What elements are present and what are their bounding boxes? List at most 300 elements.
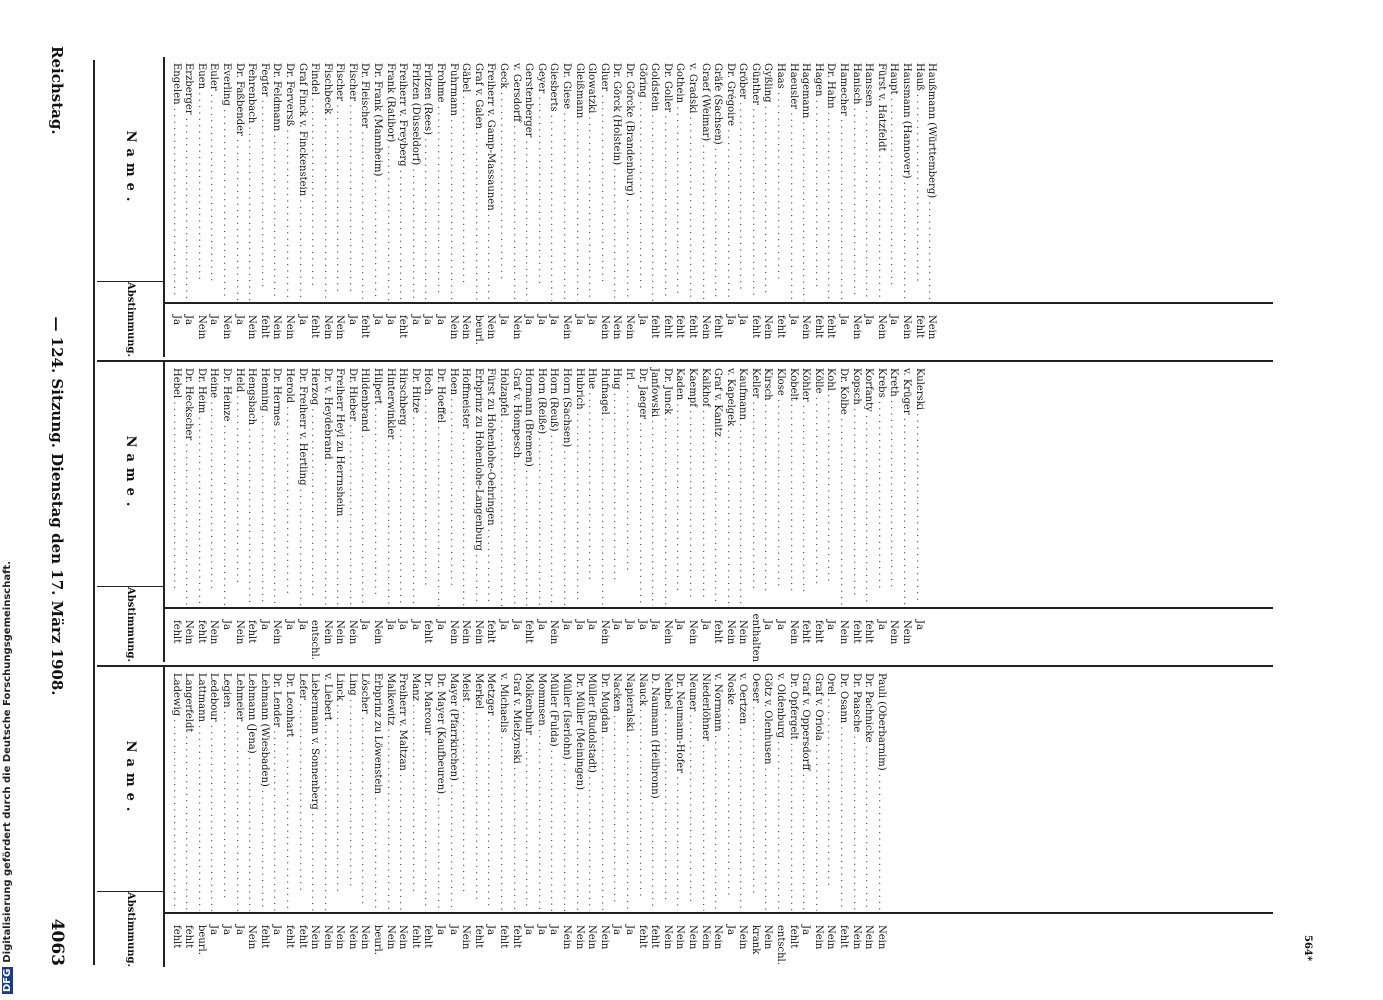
column-header-name: Name. <box>97 362 165 587</box>
table-row <box>559 362 572 662</box>
member-name: Graef (Weimar) . . . <box>698 57 711 301</box>
table-row <box>219 57 232 357</box>
vote-value: Nein <box>208 620 220 645</box>
table-row <box>182 667 195 967</box>
table-row <box>799 362 812 662</box>
member-name: Hoen . . . <box>446 362 459 606</box>
vote-value: fehlt <box>775 315 787 339</box>
member-name: Dr. v. Heydebrand . . . <box>320 362 333 606</box>
vote-value: Ja <box>586 315 598 325</box>
table-row <box>786 57 799 357</box>
table-row <box>811 57 824 357</box>
member-name: Neuner . . . <box>685 667 698 911</box>
vote-value: Nein <box>321 315 333 340</box>
vote-value: fehlt <box>649 925 661 949</box>
member-name: Meist . . . <box>459 667 472 911</box>
table-row <box>799 57 812 357</box>
vote-value: Nein <box>724 620 736 645</box>
member-name: Hirschberg . . . <box>396 362 409 606</box>
member-name: Dr. Hermes . . . <box>270 362 283 606</box>
vote-rows <box>165 362 1273 662</box>
table-row <box>182 362 195 662</box>
member-name: Hoffmeister . . . <box>459 362 472 606</box>
vote-value: fehlt <box>838 925 850 949</box>
table-row <box>295 57 308 357</box>
vote-value: fehlt <box>283 925 295 949</box>
table-row <box>711 57 724 357</box>
member-name: Hagen . . . <box>811 57 824 301</box>
member-name: Hagemann . . . <box>799 57 812 301</box>
table-row <box>622 57 635 357</box>
vote-value: fehlt <box>661 315 673 339</box>
vote-value: Nein <box>686 925 698 950</box>
member-name: Goldstein . . . <box>648 57 661 301</box>
table-row <box>471 57 484 357</box>
member-name: Graf v. Oriola . . . <box>811 667 824 911</box>
vote-value: Nein <box>623 315 635 340</box>
table-row <box>257 362 270 662</box>
vote-value: Ja <box>775 620 787 630</box>
vote-value: Ja <box>800 925 812 935</box>
member-name: Hengsbach . . . <box>245 362 258 606</box>
table-row <box>207 667 220 967</box>
table-row <box>862 362 875 662</box>
vote-value: Ja <box>535 620 547 630</box>
table-row <box>257 57 270 357</box>
table-row <box>219 667 232 967</box>
member-name: Lehmann (Wiesbaden) . . . <box>257 667 270 911</box>
vote-column-2 <box>97 362 1273 662</box>
vote-value: enthalten <box>749 613 761 662</box>
vote-value: Nein <box>573 925 585 950</box>
table-row <box>748 57 761 357</box>
table-row <box>245 667 258 967</box>
vote-value: Ja <box>422 315 434 325</box>
table-row <box>207 362 220 662</box>
vote-value: Nein <box>561 925 572 950</box>
vote-value: Ja <box>409 315 421 325</box>
vote-value: Nein <box>246 315 258 340</box>
table-row <box>774 362 787 662</box>
table-row <box>748 667 761 967</box>
vote-value: Nein <box>447 315 459 340</box>
vote-value: Nein <box>875 315 887 340</box>
vote-value: Ja <box>220 925 232 935</box>
vote-value: Nein <box>447 620 459 645</box>
member-name: Holzapfel . . . <box>496 362 509 606</box>
vote-value: Nein <box>334 620 346 645</box>
vote-value: fehlt <box>850 620 862 644</box>
member-name: Frohme . . . <box>433 57 446 301</box>
vote-value: Nein <box>737 925 749 950</box>
vote-value: Nein <box>271 620 283 645</box>
table-row <box>748 362 761 662</box>
member-name: Geyer . . . <box>534 57 547 301</box>
member-name: Freiherr Heyl zu Herrnsheim . . . <box>333 362 346 606</box>
member-name: Dr. Grégoire . . . <box>723 57 736 301</box>
member-name: Dr. Faßbender . . . <box>232 57 245 301</box>
vote-value: krank <box>749 925 761 955</box>
vote-value: Ja <box>359 620 371 630</box>
member-name: Dr. Görck (Holstein) . . . <box>610 57 623 301</box>
vote-value: Ja <box>271 925 283 935</box>
table-row <box>484 57 497 357</box>
vote-value: Nein <box>598 620 610 645</box>
header-rule <box>93 60 95 965</box>
vote-value: Ja <box>384 620 396 630</box>
member-name: Legien . . . <box>219 667 232 911</box>
member-name: Hebel . . . <box>169 362 182 606</box>
vote-value: fehlt <box>359 315 371 339</box>
table-row <box>622 362 635 662</box>
table-row <box>333 57 346 357</box>
page-number: 4063 <box>47 918 67 966</box>
vote-value: Ja <box>586 620 598 630</box>
member-name: v. Gersdorff . . . <box>509 57 522 301</box>
member-name: Kirsch . . . <box>761 362 774 606</box>
member-name: Dr. Osann . . . <box>836 667 849 911</box>
member-name: Kreth . . . <box>887 362 900 606</box>
vote-value: Ja <box>372 315 384 325</box>
vote-value: Ja <box>913 620 925 630</box>
member-name: Fischer . . . <box>345 57 358 301</box>
member-name: Molkenbuhr . . . <box>522 667 535 911</box>
member-name: Langerfeldt . . . <box>182 667 195 911</box>
vote-value: Nein <box>485 315 497 340</box>
member-name: Dr. Müller (Meiningen) . . . <box>572 667 585 911</box>
vote-value: Nein <box>460 620 472 645</box>
member-name: Fegter . . . <box>257 57 270 301</box>
vote-value: Nein <box>850 315 862 340</box>
vote-value: Nein <box>674 925 686 950</box>
vote-value: Ja <box>220 620 232 630</box>
member-name: Erzberger . . . <box>182 57 195 301</box>
member-name: Nacken . . . <box>610 667 623 911</box>
member-name: Lehmann (Jena) . . . <box>245 667 258 911</box>
member-name: Dr. Goller . . . <box>660 57 673 301</box>
vote-value: fehlt <box>397 315 409 339</box>
table-row <box>308 362 321 662</box>
table-row <box>522 57 535 357</box>
vote-value: fehlt <box>170 620 182 644</box>
table-row <box>899 362 912 662</box>
table-row <box>912 362 925 662</box>
table-row <box>534 57 547 357</box>
table-row <box>622 667 635 967</box>
member-name: Noske . . . <box>723 667 736 911</box>
table-row <box>887 57 900 357</box>
vote-value: beurl. <box>195 925 207 955</box>
digitization-credit <box>2 561 13 994</box>
table-row <box>723 667 736 967</box>
vote-value: fehlt <box>472 925 484 949</box>
member-name: v. Liebert . . . <box>320 667 333 911</box>
member-name: Frank (Ratibor) . . . <box>383 57 396 301</box>
member-name: Geck . . . <box>496 57 509 301</box>
member-name: Hamecher . . . <box>836 57 849 301</box>
vote-value: Ja <box>233 925 245 935</box>
vote-value: Ja <box>787 315 799 325</box>
member-name: Graf v. Mielzynski . . . <box>509 667 522 911</box>
member-name: Dr. Junck . . . <box>660 362 673 606</box>
vote-value: Ja <box>573 315 585 325</box>
vote-value: fehlt <box>749 315 761 339</box>
sheet-number: 564* <box>1302 935 1313 962</box>
table-row <box>358 57 371 357</box>
vote-value: Nein <box>926 315 938 340</box>
member-name: Dr. Hitze . . . <box>408 362 421 606</box>
member-name: Nauck . . . <box>635 667 648 911</box>
table-row <box>572 57 585 357</box>
vote-value: Ja <box>296 620 308 630</box>
table-row <box>572 362 585 662</box>
table-row <box>547 667 560 967</box>
member-name: Fischer . . . <box>333 57 346 301</box>
vote-value: Nein <box>863 925 875 950</box>
table-row <box>673 362 686 662</box>
table-row <box>824 57 837 357</box>
member-name: Dr. Jaeger . . . <box>635 362 648 606</box>
table-row <box>459 57 472 357</box>
table-row <box>421 57 434 357</box>
member-name: Fischbeck . . . <box>320 57 333 301</box>
member-name: Hoch . . . <box>421 362 434 606</box>
vote-value: fehlt <box>409 925 421 949</box>
vote-value: entschl. <box>309 620 321 660</box>
vote-value: Ja <box>838 315 850 325</box>
table-row <box>660 57 673 357</box>
vote-value: Ja <box>762 620 774 630</box>
table-row <box>194 667 207 967</box>
table-row <box>711 362 724 662</box>
vote-value: Ja <box>561 620 572 630</box>
vote-value: Nein <box>271 315 283 340</box>
member-name: Löscher . . . <box>358 667 371 911</box>
vote-value: Nein <box>699 925 711 950</box>
vote-value: Nein <box>838 620 850 645</box>
table-row <box>736 57 749 357</box>
vote-value: Nein <box>460 315 472 340</box>
member-name: Gäbel . . . <box>459 57 472 301</box>
member-name: Dr. Mugdan . . . <box>597 667 610 911</box>
member-name: Graf v. Kanitz . . . <box>711 362 724 606</box>
vote-value: Ja <box>724 315 736 325</box>
member-name: Nehbel . . . <box>660 667 673 911</box>
member-name: Gluer . . . <box>597 57 610 301</box>
table-row <box>711 667 724 967</box>
vote-value: Ja <box>573 620 585 630</box>
table-row <box>421 362 434 662</box>
table-row <box>635 362 648 662</box>
vote-value: Ja <box>170 315 182 325</box>
vote-value: fehlt <box>246 620 258 644</box>
member-name: Haußmann (Württemberg) . . . <box>925 57 938 301</box>
vote-value: fehlt <box>195 620 207 644</box>
member-name: Dr. Paasche . . . <box>849 667 862 911</box>
vote-value: fehlt <box>712 620 724 644</box>
table-row <box>811 667 824 967</box>
table-row <box>534 362 547 662</box>
table-row <box>371 667 384 967</box>
vote-value: Ja <box>548 315 560 325</box>
member-name: Oeser . . . <box>748 667 761 911</box>
vote-value: Nein <box>384 925 396 950</box>
table-row <box>585 57 598 357</box>
table-row <box>333 667 346 967</box>
table-row <box>308 667 321 967</box>
table-row <box>912 57 925 357</box>
table-row <box>836 362 849 662</box>
member-name: Graf v. Galen . . . <box>471 57 484 301</box>
vote-value: fehlt <box>712 315 724 339</box>
vote-value: Nein <box>397 925 409 950</box>
member-name: Hilpert . . . <box>371 362 384 606</box>
vote-value: Ja <box>447 925 459 935</box>
vote-value: Nein <box>888 620 900 645</box>
vote-value: Ja <box>208 315 220 325</box>
table-row <box>559 667 572 967</box>
table-row <box>232 57 245 357</box>
table-row <box>849 362 862 662</box>
table-row <box>685 667 698 967</box>
table-row <box>761 667 774 967</box>
member-name: Hauß . . . <box>912 57 925 301</box>
page-header <box>44 46 70 966</box>
member-name: Dr. Opfergelt . . . <box>786 667 799 911</box>
member-name: Haupt . . . <box>887 57 900 301</box>
table-row <box>597 667 610 967</box>
vote-value: Ja <box>863 315 875 325</box>
member-name: Fritzen (Düsseldorf) . . . <box>408 57 421 301</box>
member-name: Janfowski . . . <box>648 362 661 606</box>
member-name: Mommsen . . . <box>534 667 547 911</box>
vote-value: fehlt <box>485 620 497 644</box>
vote-value: fehlt <box>800 620 812 644</box>
member-name: Merkel . . . <box>471 667 484 911</box>
vote-value: Ja <box>208 925 220 935</box>
member-name: Dr. Kolbe . . . <box>836 362 849 606</box>
table-row <box>559 57 572 357</box>
table-row <box>534 667 547 967</box>
table-row <box>761 57 774 357</box>
vote-value: fehlt <box>825 315 837 339</box>
table-row <box>408 362 421 662</box>
vote-value: Nein <box>712 925 724 950</box>
vote-value: fehlt <box>183 925 195 949</box>
table-row <box>874 667 887 967</box>
member-name: Hue . . . <box>585 362 598 606</box>
table-row <box>396 362 409 662</box>
member-name: Hufnagel . . . <box>597 362 610 606</box>
vote-rows <box>165 667 1273 967</box>
member-name: Dr. Fleischer . . . <box>358 57 371 301</box>
member-name: Kopsch . . . <box>849 362 862 606</box>
vote-value: Nein <box>850 925 862 950</box>
member-name: Malkewitz . . . <box>383 667 396 911</box>
vote-value: Nein <box>901 620 913 645</box>
vote-value: Nein <box>548 620 560 645</box>
table-row <box>786 362 799 662</box>
vote-value: Nein <box>800 315 812 340</box>
table-row <box>169 667 182 967</box>
vote-value: Ja <box>535 925 547 935</box>
vote-value: Nein <box>334 925 346 950</box>
vote-value: fehlt <box>636 925 648 949</box>
vote-value: Nein <box>699 315 711 340</box>
table-row <box>610 667 623 967</box>
dfg-logo: DFG <box>2 968 13 992</box>
vote-value: fehlt <box>913 315 925 339</box>
table-row <box>232 362 245 662</box>
table-row <box>522 667 535 967</box>
member-name: Köhler . . . <box>799 362 812 606</box>
table-row <box>245 57 258 357</box>
table-row <box>295 362 308 662</box>
table-row <box>496 667 509 967</box>
member-name: Dr. Frank (Mannheim) . . . <box>371 57 384 301</box>
member-name: Irl . . . <box>622 362 635 606</box>
member-name: Lefer . . . <box>295 667 308 911</box>
member-name: Dr. Marcour . . . <box>421 667 434 911</box>
table-row <box>887 362 900 662</box>
member-name: Dr. Neumann-Hofer . . . <box>673 667 686 911</box>
table-row <box>207 57 220 357</box>
member-name: Dr. Feldmann . . . <box>270 57 283 301</box>
member-name: v. Normann . . . <box>711 667 724 911</box>
column-header <box>97 667 165 967</box>
vote-value: Ja <box>435 620 447 630</box>
vote-value: fehlt <box>674 315 686 339</box>
table-row <box>282 57 295 357</box>
table-row <box>774 57 787 357</box>
member-name: Dr. Leonhart . . . <box>282 667 295 911</box>
table-row <box>660 667 673 967</box>
table-row <box>522 362 535 662</box>
table-row <box>295 667 308 967</box>
vote-value: entschl. <box>775 925 787 965</box>
table-row <box>459 667 472 967</box>
member-name: Gröber . . . <box>736 57 749 301</box>
vote-value: Nein <box>825 925 837 950</box>
member-name: Heine . . . <box>207 362 220 606</box>
table-row <box>320 57 333 357</box>
vote-value: fehlt <box>510 925 522 949</box>
vote-value: Nein <box>787 620 799 645</box>
table-row <box>698 57 711 357</box>
member-name: Dr. Lender . . . <box>270 667 283 911</box>
table-row <box>371 362 384 662</box>
vote-value: Nein <box>283 315 295 340</box>
member-name: Dr. Heim . . . <box>194 362 207 606</box>
member-name: Giesberts . . . <box>547 57 560 301</box>
table-row <box>572 667 585 967</box>
vote-value: Ja <box>523 315 535 325</box>
column-header-vote: Abstimmung. <box>125 892 137 967</box>
member-name: Gräfe (Sachsen) . . . <box>711 57 724 301</box>
member-name: Mayer (Pfarrkirchen) . . . <box>446 667 459 911</box>
member-name: Fehrenbach . . . <box>245 57 258 301</box>
table-row <box>396 57 409 357</box>
member-name: Erbprinz zu Hohenlohe-Langenburg . . . <box>471 362 484 606</box>
member-name: Graf v. Hompesch . . . <box>509 362 522 606</box>
member-name: Klose . . . <box>774 362 787 606</box>
table-row <box>698 667 711 967</box>
vote-rows <box>165 57 1273 357</box>
table-row <box>408 667 421 967</box>
table-row <box>836 667 849 967</box>
table-row <box>585 362 598 662</box>
vote-value: Ja <box>523 925 535 935</box>
